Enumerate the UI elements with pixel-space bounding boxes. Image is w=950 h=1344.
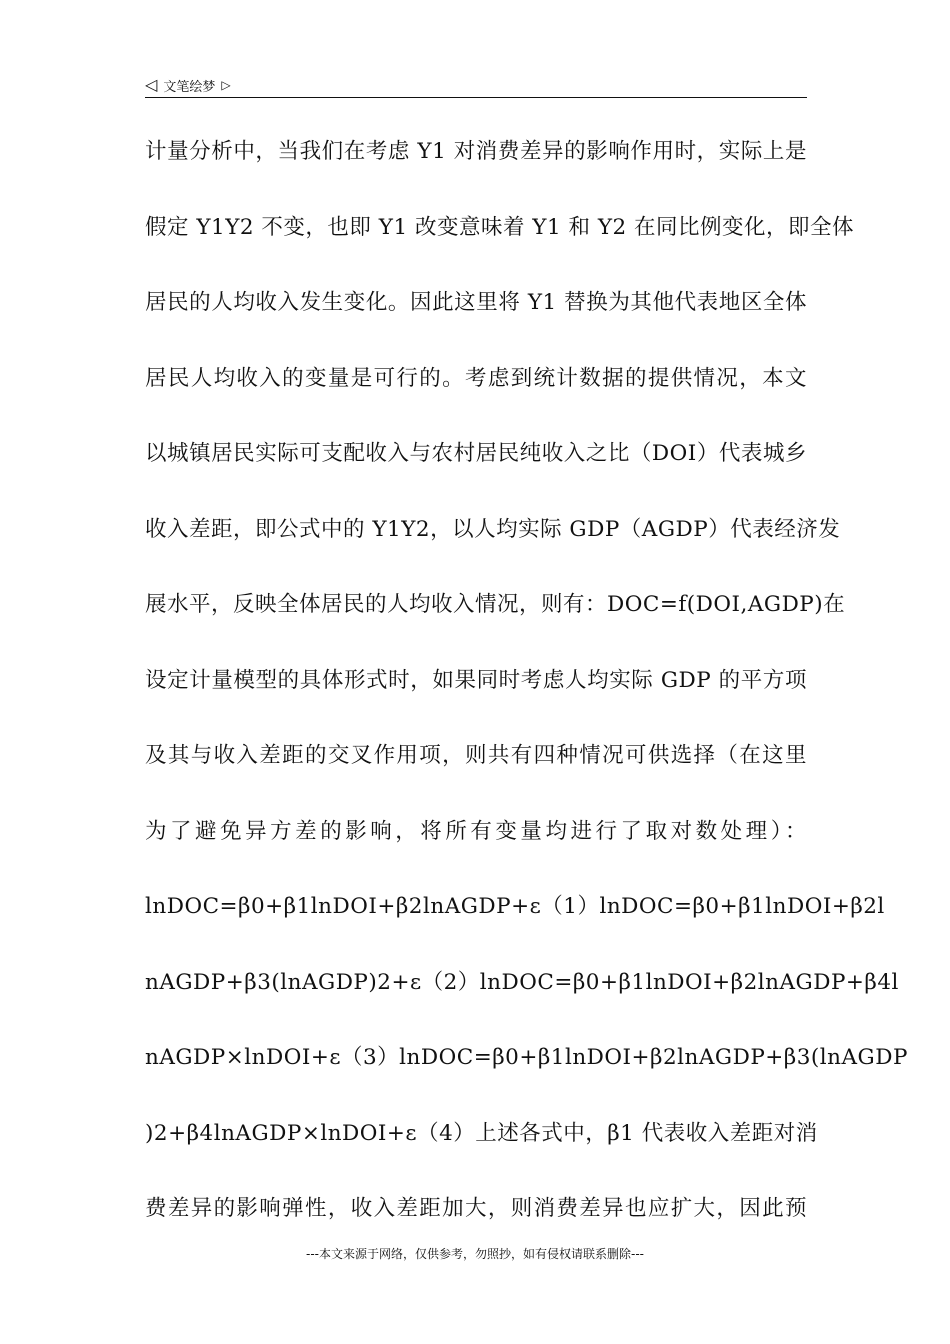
body-line: 假定 Y1Y2 不变，也即 Y1 改变意味着 Y1 和 Y2 在同比例变化，即全体 — [145, 214, 855, 240]
body-line: 居民的人均收入发生变化。因此这里将 Y1 替换为其他代表地区全体 — [145, 290, 807, 315]
header-divider — [145, 97, 807, 98]
triangle-right-icon: ▷ — [221, 78, 231, 92]
body-line: nAGDP×lnDOI+ε（3）lnDOC=β0+β1lnDOI+β2lnAGDP+β3(lnAGDP — [145, 1045, 908, 1070]
triangle-left-icon: ◁ — [145, 75, 158, 94]
body-line: 以城镇居民实际可支配收入与农村居民纯收入之比（DOI）代表城乡 — [145, 441, 807, 466]
body-line: 为了避免异方差的影响，将所有变量均进行了取对数处理）： — [145, 818, 807, 844]
body-line: 居民人均收入的变量是可行的。考虑到统计数据的提供情况，本文 — [145, 365, 807, 391]
body-line: 展水平，反映全体居民的人均收入情况，则有：DOC=f(DOI,AGDP)在 — [145, 592, 846, 617]
page-footer: ---本文来源于网络，仅供参考，勿照抄，如有侵权请联系删除--- — [306, 1247, 644, 1261]
body-line: 收入差距，即公式中的 Y1Y2，以人均实际 GDP（AGDP）代表经济发 — [145, 516, 841, 542]
header-title: 文笔绘梦 — [163, 79, 216, 95]
body-line: nAGDP+β3(lnAGDP)2+ε（2）lnDOC=β0+β1lnDOI+β2lnAGDP+β4l — [145, 969, 899, 995]
body-line: 及其与收入差距的交叉作用项，则共有四种情况可供选择（在这里 — [145, 743, 807, 768]
document-body — [145, 128, 908, 1261]
body-line: lnDOC=β0+β1lnDOI+β2lnAGDP+ε（1）lnDOC=β0+β1lnDOI+β2l — [145, 894, 885, 919]
page-header — [145, 72, 807, 98]
body-line: 设定计量模型的具体形式时，如果同时考虑人均实际 GDP 的平方项 — [145, 667, 807, 693]
body-line: 计量分析中，当我们在考虑 Y1 对消费差异的影响作用时，实际上是 — [145, 139, 807, 164]
body-line: )2+β4lnAGDP×lnDOI+ε（4）上述各式中，β1 代表收入差距对消 — [145, 1120, 818, 1146]
body-line: 费差异的影响弹性，收入差距加大，则消费差异也应扩大，因此预 — [145, 1196, 807, 1221]
